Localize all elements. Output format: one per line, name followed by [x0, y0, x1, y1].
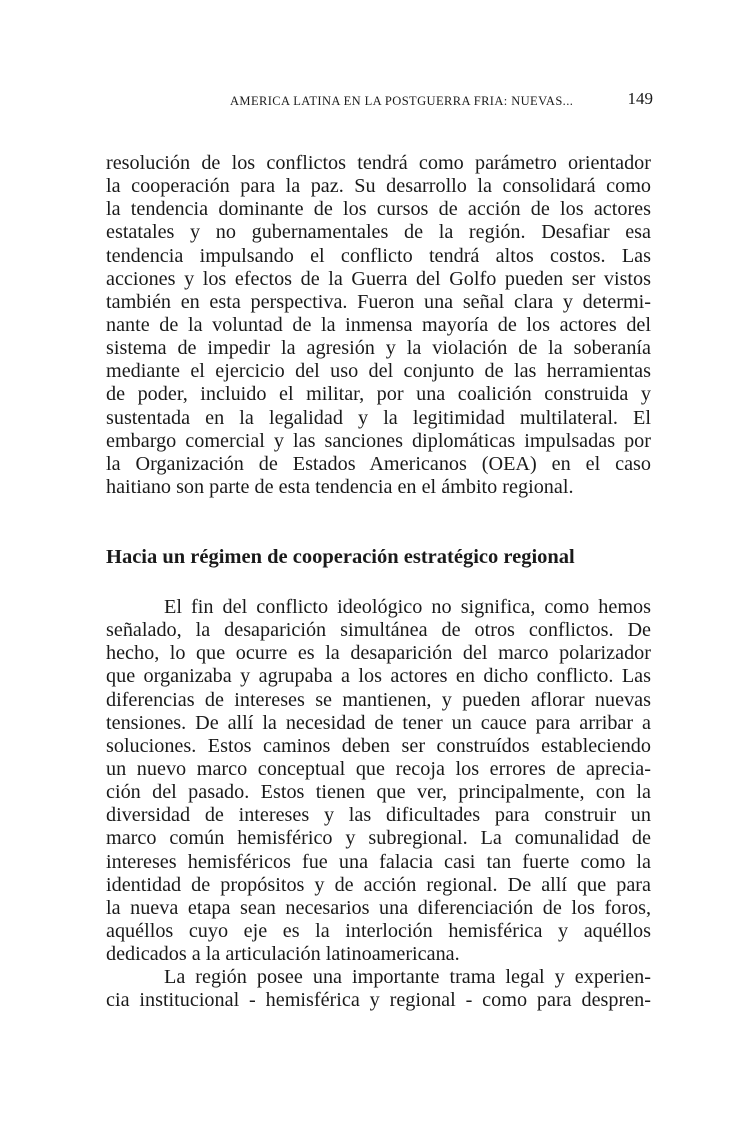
text-line: marco común hemisférico y subregional. La comunalidad de — [106, 827, 651, 850]
text-line: dedicados a la articulación latinoamericana. — [106, 943, 460, 966]
text-line: identidad de propósitos y de acción regional. De allí que para — [106, 873, 651, 896]
paragraph-1 — [106, 152, 651, 499]
text-line: nante de la voluntad de la inmensa mayoría de los actores del — [106, 313, 651, 336]
text-line: haitiano son parte de esta tendencia en el ámbito regional. — [106, 475, 574, 498]
text-line: sistema de impedir la agresión y la violación de la soberanía — [106, 337, 651, 360]
running-head — [230, 89, 655, 110]
text-line: la nueva etapa sean necesarios una diferenciación de los foros, — [106, 896, 651, 919]
text-line: La región posee una importante trama legal y experien- — [164, 966, 651, 988]
text-line: cia institucional - hemisférica y regional - como para despren- — [106, 989, 651, 1012]
text-line: resolución de los conflictos tendrá como parámetro orientador — [106, 152, 651, 174]
text-line: ción del pasado. Estos tienen que ver, principalmente, con la — [106, 781, 651, 804]
text-line: tendencia impulsando el conflicto tendrá altos costos. Las — [106, 244, 651, 267]
paragraph-3 — [106, 966, 651, 1012]
text-line: la Organización de Estados Americanos (OEA) en el caso — [106, 452, 651, 475]
text-line: estatales y no gubernamentales de la región. Desafiar esa — [106, 221, 651, 244]
text-line: también en esta perspectiva. Fueron una señal clara y determi- — [106, 290, 651, 313]
text-line: de poder, incluido el militar, por una coalición construida y — [106, 383, 651, 406]
text-line: la cooperación para la paz. Su desarrollo la consolidará como — [106, 175, 651, 198]
text-line: señalado, la desaparición simultánea de otros conflictos. De — [106, 619, 651, 642]
paragraph-2 — [106, 596, 651, 966]
text-line: sustentada en la legalidad y la legitimidad multilateral. El — [106, 406, 651, 429]
text-line: acciones y los efectos de la Guerra del Golfo pueden ser vistos — [106, 267, 651, 290]
page-number: 149 — [627, 89, 653, 108]
text-line: diferencias de intereses se mantienen, y pueden aflorar nuevas — [106, 688, 651, 711]
text-line: mediante el ejercicio del uso del conjunto de las herramientas — [106, 360, 651, 383]
text-line: embargo comercial y las sanciones diplomáticas impulsadas por — [106, 429, 651, 452]
text-line: tensiones. De allí la necesidad de tener un cauce para arribar a — [106, 711, 651, 734]
text-line: diversidad de intereses y las dificultades para construir un — [106, 804, 651, 827]
section-heading: Hacia un régimen de cooperación estratégico regional — [106, 546, 575, 568]
text-line: un nuevo marco conceptual que recoja los errores de aprecia- — [106, 757, 651, 780]
text-line: aquéllos cuyo eje es la interloción hemisférica y aquéllos — [106, 919, 651, 942]
text-line: hecho, lo que ocurre es la desaparición del marco polarizador — [106, 642, 651, 665]
text-line: la tendencia dominante de los cursos de acción de los actores — [106, 198, 651, 221]
text-line: que organizaba y agrupaba a los actores en dicho conflicto. Las — [106, 665, 651, 688]
running-head-title: AMERICA LATINA EN LA POSTGUERRA FRIA: NUEVAS... — [230, 94, 574, 108]
text-line: intereses hemisféricos fue una falacia casi tan fuerte como la — [106, 850, 651, 873]
text-line: El fin del conflicto ideológico no significa, como hemos — [164, 596, 651, 618]
text-line: soluciones. Estos caminos deben ser construídos estableciendo — [106, 734, 651, 757]
